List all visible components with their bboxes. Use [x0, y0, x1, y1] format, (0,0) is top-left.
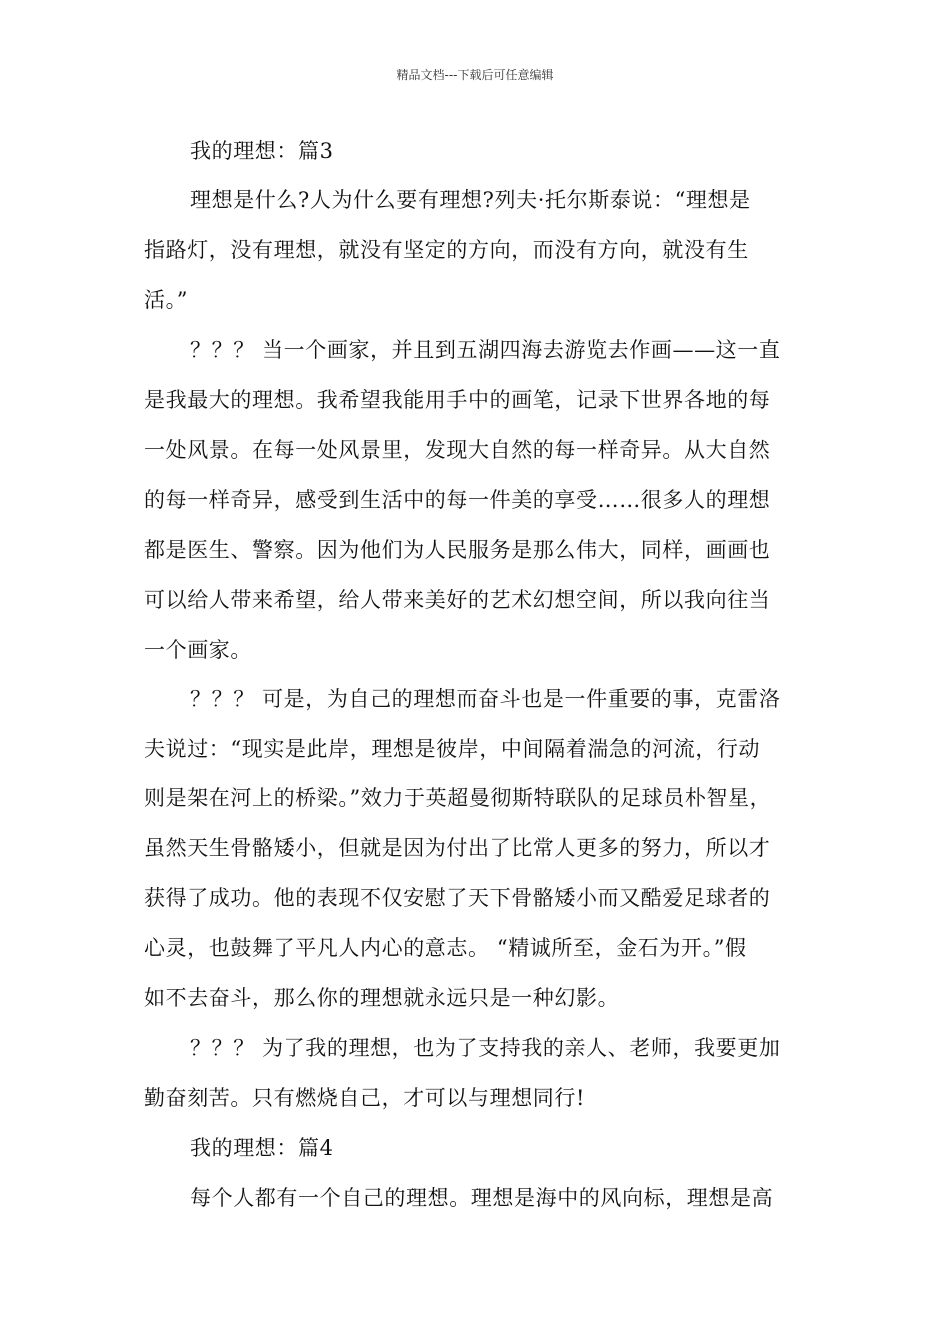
section-heading: 我的理想：篇4	[190, 1136, 334, 1160]
paragraph-line: 每个人都有一个自己的理想。理想是海中的风向标，理想是高	[190, 1186, 774, 1210]
paragraph-line: 则是架在河上的桥梁。”效力于英超曼彻斯特联队的足球员朴智星，	[144, 786, 772, 810]
paragraph-line: 虽然天生骨骼矮小，但就是因为付出了比常人更多的努力，所以才	[144, 836, 771, 860]
paragraph-line: ？？？ 可是，为自己的理想而奋斗也是一件重要的事，克雷洛	[190, 687, 781, 711]
paragraph-line: 活。”	[144, 288, 189, 312]
paragraph-line: 一个画家。	[144, 638, 252, 662]
paragraph-line: 勤奋刻苦。只有燃烧自己，才可以与理想同行!	[144, 1086, 586, 1110]
paragraph-line: ？？？ 当一个画家，并且到五湖四海去游览去作画——这一直	[190, 338, 781, 362]
paragraph-line: 是我最大的理想。我希望我能用手中的画笔，记录下世界各地的每	[144, 388, 771, 412]
paragraph-line: ？？？ 为了我的理想，也为了支持我的亲人、老师，我要更加	[190, 1036, 781, 1060]
paragraph-line: 都是医生、警察。因为他们为人民服务是那么伟大，同样，画画也	[144, 538, 771, 562]
paragraph-line: 获得了成功。他的表现不仅安慰了天下骨骼矮小而又酷爱足球者的	[144, 886, 771, 910]
paragraph-line: 可以给人带来希望，给人带来美好的艺术幻想空间，所以我向往当	[144, 588, 771, 612]
paragraph-line: 的每一样奇异，感受到生活中的每一件美的享受……很多人的理想	[144, 488, 771, 512]
paragraph-line: 一处风景。在每一处风景里，发现大自然的每一样奇异。从大自然	[144, 438, 771, 462]
paragraph-line: 指路灯，没有理想，就没有坚定的方向，而没有方向，就没有生	[144, 238, 749, 262]
paragraph-line: 心灵，也鼓舞了平凡人内心的意志。 “精诚所至，金石为开。”假	[144, 936, 747, 960]
page-header: 精品文档---下载后可任意编辑	[396, 68, 554, 82]
paragraph-line: 夫说过：“现实是此岸，理想是彼岸，中间隔着湍急的河流，行动	[144, 737, 761, 761]
paragraph-line: 如不去奋斗，那么你的理想就永远只是一种幻影。	[144, 986, 620, 1010]
section-heading: 我的理想：篇3	[190, 139, 334, 163]
paragraph-line: 理想是什么?人为什么要有理想?列夫·托尔斯泰说：“理想是	[190, 188, 751, 212]
